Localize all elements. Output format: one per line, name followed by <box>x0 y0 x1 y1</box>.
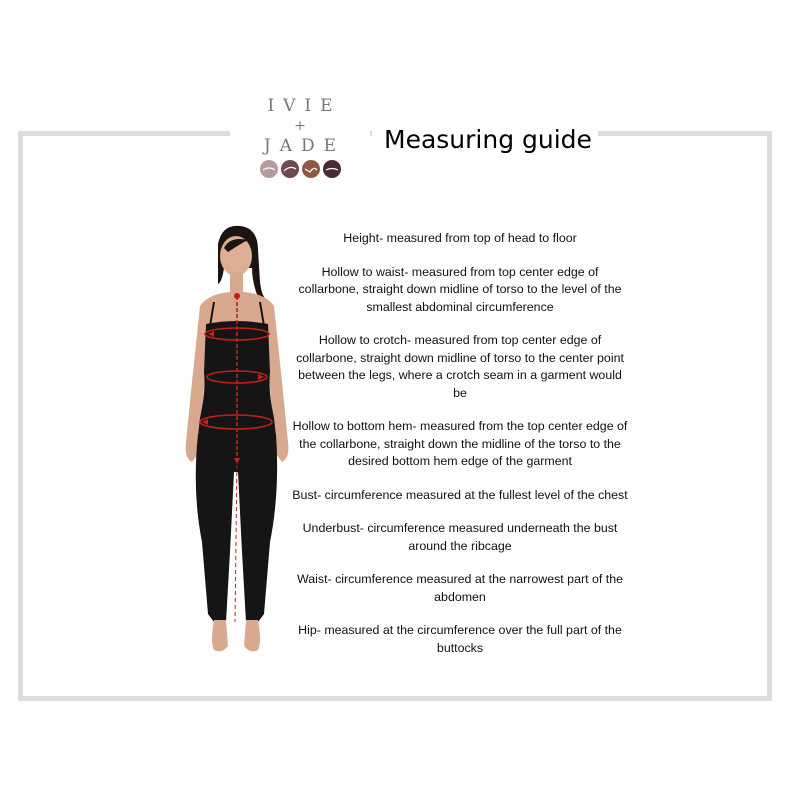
brand-logo-line1: IVIE <box>267 96 342 116</box>
measurement-hip: Hip- measured at the circumference over the full part of the buttocks <box>298 623 622 655</box>
logo-dot-1 <box>260 160 278 178</box>
brand-logo-plus: + <box>294 118 306 134</box>
measurement-bust: Bust- circumference measured at the fullest level of the chest <box>292 487 628 502</box>
measurement-waist: Waist- circumference measured at the narrowest part of the abdomen <box>297 572 623 604</box>
measurement-hollow-to-crotch: Hollow to crotch- measured from top center edge of collarbone, straight down midline of torso to the center point between the legs, where a crotch seam in a garment would be <box>296 333 624 400</box>
measurement-guide-list <box>290 230 630 657</box>
measurement-underbust: Underbust- circumference measured underneath the bust around the ribcage <box>302 521 618 553</box>
brand-logo <box>250 96 350 178</box>
brand-logo-dots <box>250 160 350 178</box>
body-figure-illustration <box>178 222 296 662</box>
logo-dot-4 <box>323 160 341 178</box>
measurement-hollow-to-bottom-hem: Hollow to bottom hem- measured from the top center edge of the collarbone, straight down the midline of the torso to the desired bottom hem edge of the garment <box>292 419 628 468</box>
measurement-height: Height- measured from top of head to floor <box>343 231 577 245</box>
page-title: Measuring guide <box>384 125 592 154</box>
logo-dot-3 <box>302 160 320 178</box>
measurement-hollow-to-waist: Hollow to waist- measured from top center edge of collarbone, straight down midline of torso to the level of the smallest abdominal circumference <box>298 264 622 314</box>
brand-logo-line3: JADE <box>263 136 346 156</box>
logo-dot-2 <box>281 160 299 178</box>
